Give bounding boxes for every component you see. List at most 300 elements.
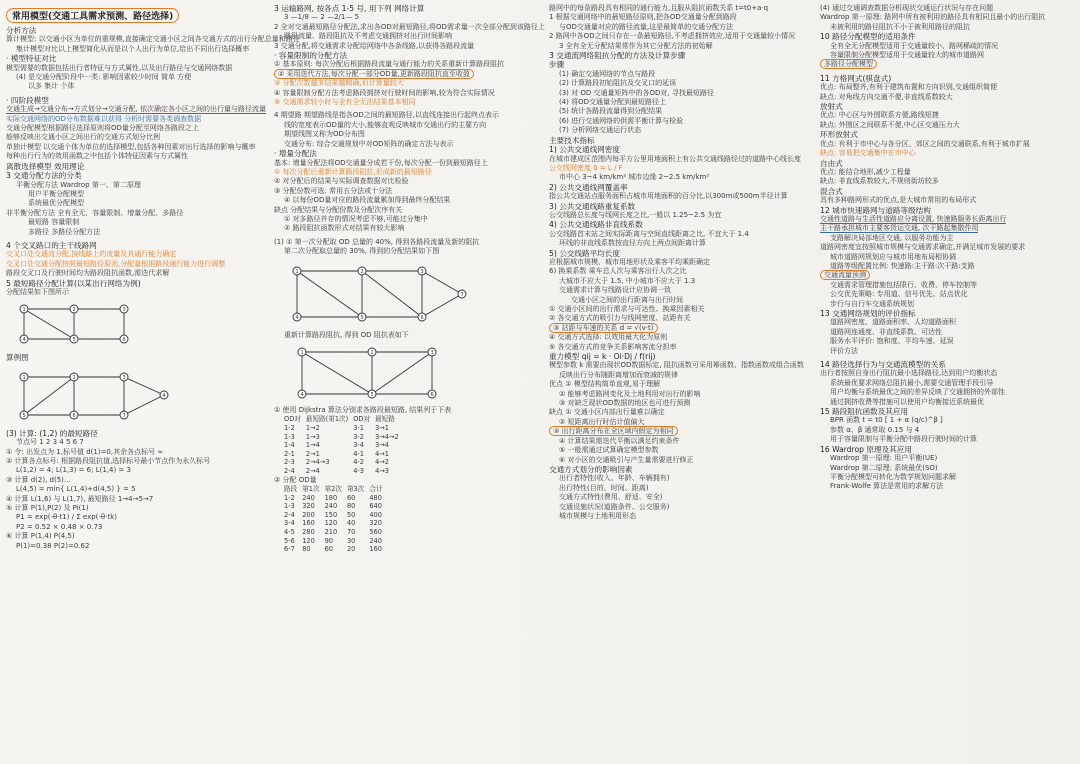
note-line: 步骤 <box>549 60 565 70</box>
note-line: 14 路径选择行为与交通流模型的关系 <box>820 360 946 370</box>
note-line: 实际交通网络的OD分布数据难以获得 分析时需要各类调查数据 <box>6 114 202 123</box>
table-cell: 1→2 <box>305 423 320 432</box>
note-line: ④ 计算结果需迭代平衡以满足约束条件 <box>559 436 680 445</box>
table-cell: 第2次 <box>324 484 342 493</box>
table-cell: 3→4 <box>375 441 389 450</box>
note-line: 模型参数 k 需要由现状OD数据标定, 阻抗函数可采用幂函数、指数函数或组合函数 <box>549 361 804 370</box>
note-line: 2 路网中各OD之间只存在一条最短路径,不考虑拥挤效应,适用于交通量较小情况 <box>549 32 796 41</box>
table-cell: 20 <box>346 545 356 554</box>
note-line: ① 交通小区间的出行需求与可达性、换乘因素相关 <box>549 305 705 313</box>
table-row <box>284 545 388 554</box>
note-line: ③ 分配份数可选: 常用五分法或十分法 <box>274 186 393 195</box>
node-label: 1 <box>22 374 26 381</box>
note-line: (4) 通过交通调查数据分析现状交通运行状况与存在问题 <box>820 4 994 12</box>
note-line: ④ 容量限制分配方法考虑路段拥挤对行驶时间的影响,较为符合实际情况 <box>274 88 495 97</box>
note-line: 用户平衡分配模型 <box>28 189 84 198</box>
note-line: 放射式 <box>820 102 843 112</box>
note-line: ② 采用迭代方法,每次分配一部分OD量,更新路段阻抗直至收敛 <box>274 70 534 79</box>
data-table-t1 <box>284 415 404 475</box>
table-cell: 200 <box>302 510 315 519</box>
note-line: 城市道路网规划应与城市用地布局相协调 <box>830 252 956 261</box>
table-cell: 1-2 <box>284 493 295 502</box>
note-line: 算例图 <box>6 353 29 363</box>
note-line: 节点号 1 2 3 4 5 6 7 <box>16 438 84 447</box>
node-label: 2 <box>72 374 76 381</box>
table-row <box>284 502 388 511</box>
note-line: (1) 确定交通网络的节点与路段 <box>559 69 656 78</box>
node-label: 1 <box>22 307 26 314</box>
node-label: 2 <box>370 349 374 356</box>
table-row <box>284 519 388 528</box>
table-cell: 40 <box>346 519 356 528</box>
table-cell: 路段 <box>284 484 298 493</box>
table-cell: 3-1 <box>353 423 364 432</box>
table-cell: 400 <box>369 510 382 519</box>
table-row <box>284 494 388 503</box>
note-line: (4) 是交通分配阶段中一类: 影响因素较少时间 简单 方便 <box>16 73 192 82</box>
note-line: 4 个交叉路口的主干线路网 <box>6 240 97 250</box>
note-line: 出行者按照自身出行阻抗最小选择路径,达到用户均衡状态 <box>820 369 998 378</box>
node-label: 1 <box>295 268 299 275</box>
note-line: 路网中的每条路段具有相同的通行能力,且服从阻抗函数关系 t=t0+a·q <box>549 4 769 12</box>
note-line: 在城市建成区范围内每平方公里用地面积上有公共交通线路经过的道路中心线长度 <box>549 154 801 163</box>
note-line: (7) 分析网络交通运行状态 <box>559 126 642 135</box>
note-line: 优点: 有利于市中心与各分区、郊区之间的交通联系,有利于城市扩展 <box>820 139 1030 148</box>
table-cell: 150 <box>324 510 338 519</box>
note-line: (2) 计算路段初始阻抗及交叉口的延误 <box>559 79 677 88</box>
table-cell: 3-4 <box>284 519 295 528</box>
note-line: ⑥ 对小区的交通吸引与产生量需要进行修正 <box>559 455 694 464</box>
note-line: ⑤ 计算 P(1),P(2) 及 Pi(1) <box>6 504 89 513</box>
node-label: 6 <box>430 391 434 398</box>
note-line: 交通设施状况(道路条件、公交服务) <box>559 502 670 511</box>
table-cell: 合计 <box>369 484 383 493</box>
note-line: 线的宽度表示OD量的大小,能够直观反映城市交通出行的主要方向 <box>284 120 487 129</box>
note-line: 环线的非直线系数按直径方向上两点间距离计算 <box>559 239 706 248</box>
note-line: 缺点 分配结果与分配份数及分配次序有关 <box>274 205 403 214</box>
note-line: 平衡分配模型可转化为数学规划问题求解 <box>830 472 956 481</box>
table-cell: 2→4 <box>305 466 320 475</box>
note-line: 期望线图又称为OD分布图 <box>284 130 365 139</box>
table-cell: 240 <box>369 536 382 545</box>
note-line: P1 = exp(-θ·t1) / Σ exp(-θ·tk) <box>16 513 117 522</box>
note-line: ② 路段阻抗函数形式对结果有较大影响 <box>284 224 405 233</box>
note-line: 交通性道路与生活性道路应分离设置, 快速路服务长距离出行 <box>820 214 1007 223</box>
note-line: ③ 出行距离分布在全区域内假定为相同 <box>549 427 805 436</box>
note-line: ① 令: 出发点为 1,标号值 d(1)=0,其余各点标号 ∞ <box>6 447 164 456</box>
note-line: 交通方式划分的影响因素 <box>549 464 633 474</box>
node-label: 2 <box>360 268 364 275</box>
table-cell: 480 <box>369 493 382 502</box>
table-cell: 6-7 <box>284 545 295 554</box>
network-link <box>362 271 422 317</box>
note-line: ③ 分配次数越多结果越精确,但计算量较大 <box>274 79 404 88</box>
node-label: 4 <box>295 314 299 321</box>
note-line: 4 期望路 期望路线是指各OD之间的最短路径,以直线连接出行起终点表示 <box>274 111 500 120</box>
note-line: 道路网密度、道路面积率、人均道路面积 <box>830 318 956 327</box>
column-3 <box>543 0 811 764</box>
node-label: 3 <box>420 268 424 275</box>
note-line: 6) 换乘系数 乘车总人次与乘客出行人次之比 <box>549 267 687 276</box>
note-line: ② 分配 OD量 <box>274 475 317 484</box>
table-cell: 320 <box>302 502 315 511</box>
note-line: 缺点 ① 交通小区内部出行量难以确定 <box>549 408 665 417</box>
note-line: 优点: 布局整齐,有利于建筑布置和方向识别,交通组织简便 <box>820 83 998 92</box>
table-cell: 180 <box>324 493 338 502</box>
note-line: 分配结果如下图所示 <box>6 287 69 296</box>
note-line: Wardrop 第一原理: 用户平衡(UE) <box>830 454 938 463</box>
note-line: (4) 将OD交通量分配到最短路径上 <box>559 98 667 107</box>
note-line: · 四阶段模型 <box>6 95 49 105</box>
table-cell: 240 <box>324 502 338 511</box>
note-line: 交通分布: 综合交通规划中对OD矩阵的确定方法与表示 <box>284 139 454 148</box>
note-line: 步行与自行车交通系统规划 <box>830 299 914 308</box>
node-label: 5 <box>360 314 364 321</box>
note-line: 混合式 <box>820 186 843 196</box>
note-line: · 容量限制的分配方法 <box>274 51 348 61</box>
note-line: ⑤ 各交通方式的竞争关系影响客流分担率 <box>549 342 677 351</box>
note-line: 大城市不应大于 1.5, 中小城市不应大于 1.3 <box>559 276 696 285</box>
note-line: ③ 对缺乏现状OD数据的地区也可进行预测 <box>559 399 691 408</box>
note-line: 缺点: 外围区之间联系不便,中心区交通压力大 <box>820 120 960 129</box>
network-diagram-g3 <box>282 259 472 329</box>
note-line: 评价方法 <box>830 346 858 355</box>
network-link <box>122 374 164 395</box>
table-cell: 1→3 <box>305 432 320 441</box>
table-cell: 60 <box>324 545 333 554</box>
note-line: (1) ① 第一次分配取 OD 总量的 40%, 得到各路段流量及新的阻抗 <box>274 237 480 246</box>
note-line: ① 对多路径并存的情况考虑不够,可能过分集中 <box>284 214 428 223</box>
note-line: 服务水平评价: 饱和度、平均车速、延误 <box>830 337 954 346</box>
network-link <box>24 309 74 339</box>
note-line: 3 运输路网, 按各点 1-5 号, 用下列 网络计算 <box>274 4 425 13</box>
table-row <box>284 441 404 450</box>
table-cell: 5-6 <box>284 536 295 545</box>
table-cell: 80 <box>346 502 356 511</box>
note-line: 5) 公交线路平均长度 <box>549 248 620 258</box>
note-line: 路段流量、路段阻抗及不考虑交通拥挤对出行时间影响 <box>284 32 452 41</box>
note-line: 交通生成→交通分布→方式划分→交通分配, 依次确定各小区之间的出行量与路径流量 <box>6 105 267 114</box>
table-row <box>284 537 388 546</box>
note-line: ① 基本原则: 每次分配后根据路段流量与通行能力的关系重新计算路段阻抗 <box>274 60 505 69</box>
note-line: (5) 统计各路段流量得到分配结果 <box>559 107 663 116</box>
note-line: 12 城市快速路网与道路等级结构 <box>820 205 931 215</box>
note-line: P(1)=0.38 P(2)=0.62 <box>16 541 90 550</box>
note-line: 缺点: 对角线方向交通不便,非直线系数较大 <box>820 92 953 101</box>
note-line: 反映出行分布随距离增加而衰减的规律 <box>559 370 678 379</box>
note-line: ② 对分配后的结果与实际调查数据对比检验 <box>274 177 409 186</box>
note-line: 交叉口处交通流分配,按线路上的流量及其通行能力确定 <box>6 250 177 259</box>
note-line: 主干路承担城市主要客货运交通, 次干路起集散作用 <box>820 224 979 233</box>
note-line: · 模型特征对比 <box>6 54 57 64</box>
note-line: Frank-Wolfe 算法是常用的求解方法 <box>830 482 944 491</box>
table-row <box>284 467 404 476</box>
table-cell: 第3次 <box>346 484 365 493</box>
note-line: ⑤ 一般需通过试算确定模型参数 <box>559 446 659 455</box>
note-line: 道路网连通度、非直线系数、可达性 <box>830 327 942 336</box>
note-line: 全有全无分配模型适用于交通量较小、路网稀疏的情况 <box>830 41 998 50</box>
note-line: 2 全对交通最短路径分配法,求出各OD对最短路径,将OD需求量一次全部分配到该路径上 <box>274 22 545 31</box>
node-label: 7 <box>122 412 126 419</box>
table-cell: 2→1 <box>305 449 320 458</box>
note-line: · 增量分配法 <box>274 149 317 159</box>
table-cell: 1-4 <box>284 441 295 450</box>
note-line: 道路等级配置比例: 快速路:主干路:次干路:支路 <box>830 261 975 270</box>
note-line: ⑤ 交通需求较小时与全有全无法结果基本相同 <box>274 98 416 107</box>
note-line: L(4,5) = min{ L(1,4)+d(4,5) } = 5 <box>16 485 136 494</box>
node-label: 3 <box>430 349 434 356</box>
note-line: Wardrop 第一原理: 路网中所有被利用的路径具有相同且最小的出行阻抗 <box>820 13 1046 22</box>
note-line: (3) 对 OD 交通量矩阵中的各OD对, 寻找最短路径 <box>559 88 714 97</box>
column-4 <box>814 0 1080 764</box>
note-line: 交通方式特性(费用、舒适、安全) <box>559 493 663 502</box>
note-line: ③ 站距与车速的关系 d = √(v·t) <box>549 324 805 333</box>
note-line: 第二次分配取总量的 30%, 得到的分配结果如下图 <box>284 247 440 256</box>
note-line: 3 交通分配,将交通需求分配给网络中各条线路,以获得各路段流量 <box>274 41 475 50</box>
note-line: ② 短距离出行时估计值偏大 <box>559 417 645 426</box>
table-cell: 90 <box>324 536 333 545</box>
table-cell: 160 <box>302 519 315 528</box>
note-line: ① 使用 Dijkstra 算法分别求各路段最短路, 结果列于下表 <box>274 405 452 414</box>
note-line: ② 计算各点标号: 根据路段阻抗值,选择标号最小节点作为永久标号 <box>6 457 211 465</box>
table-cell: 4-5 <box>284 527 295 536</box>
node-label: 1 <box>300 349 304 356</box>
table-cell: 4-3 <box>353 466 364 475</box>
table-cell: 1→4 <box>305 441 320 450</box>
note-line: 离散选择模型 效用理论 <box>6 161 85 171</box>
table-row <box>284 511 388 520</box>
table-cell: 4→1 <box>375 449 389 458</box>
page-title: 常用模型(交通工具需求预测、路径选择) <box>6 8 179 23</box>
note-line: 13 交通网络规划的评价指标 <box>820 309 916 318</box>
note-line: ② 能够考虑路网变化及土地利用对出行的影响 <box>559 389 701 398</box>
note-line: 指公共交通站点服务面积占城市用地面积的百分比,以300m或500m半径计算 <box>549 192 788 201</box>
network-link <box>422 271 462 294</box>
table-cell: 2-3 <box>284 458 295 467</box>
table-cell: 1-3 <box>284 502 295 511</box>
note-line: 通过拥挤收费等措施可以使用户均衡接近系统最优 <box>830 397 984 406</box>
note-line: 5 最短路径分配计算(以某出行网络为例) <box>6 278 141 288</box>
data-table-t2 <box>284 485 388 554</box>
note-line: ① 每次分配后重新计算路段阻抗,形成新的最短路径 <box>274 167 432 176</box>
table-cell: 2-4 <box>284 510 295 519</box>
note-line: 交叉口处交通分配按照最短路径原则,分配量根据路段通行能力进行调整 <box>6 259 226 268</box>
note-line: ⑥ 计算 P(1,4) P(4,5) <box>6 532 75 541</box>
network-link <box>22 374 76 415</box>
table-row <box>284 415 404 424</box>
table-cell: 3-4 <box>353 441 364 450</box>
note-line: 2) 公共交通线网覆盖率 <box>549 182 628 192</box>
note-line: 公交线路总长度与线网长度之比,一般以 1.25~2.5 为宜 <box>549 210 722 219</box>
table-row <box>284 528 388 537</box>
note-line: 多路径分配模型 <box>820 60 1074 69</box>
note-line: 路段交叉口及行驶时间均为路段阻抗函数,需迭代求解 <box>6 269 170 278</box>
note-line: 3 交通分配方法的分类 <box>6 171 82 181</box>
note-line: 交通需求管理措施包括限行、收费、停车控制等 <box>830 280 977 289</box>
note-line: 未被利用的路径阻抗不小于被利用路径的阻抗 <box>830 22 970 31</box>
note-line: 10 路径分配模型的适用条件 <box>820 32 916 42</box>
note-line: 多路径 多路径分配方法 <box>28 227 101 236</box>
note-line: 系统最优要求网络总阻抗最小,需要交通管理手段引导 <box>830 378 994 387</box>
table-cell: 4-2 <box>353 458 364 467</box>
note-line: 优点: 能结合地形,减少工程量 <box>820 167 911 176</box>
table-cell: 最短路 <box>375 415 395 424</box>
node-label: 5 <box>370 391 374 398</box>
note-line: 1 根据交通网络中的最短路径原则,把各OD交通量分配到路段 <box>549 13 737 22</box>
note-line: BPR 函数 t = t0 [ 1 + α (q/c)^β ] <box>830 416 943 425</box>
network-link <box>300 349 374 394</box>
table-cell: OD对 <box>353 415 371 424</box>
note-line: 1) 公共交通线网密度 <box>549 145 620 155</box>
note-line: 集计模型对比以上模型简化从而是以个人出行为单位,给出不同出行选择概率 <box>16 44 250 53</box>
note-line: 11 方格网式(棋盘式) <box>820 73 892 83</box>
note-line: 支路解决局部地区交通, 以服务功能为主 <box>830 233 954 242</box>
table-cell: 2-1 <box>284 449 295 458</box>
note-line: 3 —1/8 — 2 —2/1— 5 <box>284 13 360 22</box>
table-cell: 60 <box>346 493 356 502</box>
note-line: 平衡分配方法 Wardrop 第一、第二原理 <box>16 180 141 189</box>
note-line: 3 全有全无分配结果常作为其它分配方法的初始解 <box>559 41 713 50</box>
note-line: ④ 交通方式选择: 以效用最大化为原则 <box>549 333 668 342</box>
note-line: 主要技术指标 <box>549 135 595 145</box>
note-line: Wardrop 第二原理: 系统最优(SO) <box>830 463 938 472</box>
node-label: 3 <box>122 374 126 381</box>
note-line: 3) 公共交通线路重复系数 <box>549 201 636 211</box>
table-cell: 560 <box>369 527 382 536</box>
note-line: 分析方法 <box>6 26 37 35</box>
network-diagram-g4 <box>282 342 472 404</box>
table-row <box>284 458 404 467</box>
note-line: 以多 集计 个体 <box>28 82 75 91</box>
note-line: 出行者特性(收入、年龄、车辆拥有) <box>559 474 670 483</box>
table-cell: 240 <box>302 493 315 502</box>
note-line: 具有多种路网形式的优点,是大城市常用的布局形式 <box>820 196 977 205</box>
note-line: 用户均衡与系统最优之间的差异反映了交通拥挤的外部性 <box>830 388 1005 397</box>
note-line: 16 Wardrop 原理及其应用 <box>820 444 912 454</box>
node-label: 4 <box>162 392 166 399</box>
node-label: 3 <box>122 307 126 314</box>
table-cell: 4→2 <box>375 458 389 467</box>
node-label: 6 <box>122 337 126 344</box>
note-line: 市中心 3~4 km/km² 城市边缘 2~2.5 km/km² <box>559 173 710 182</box>
note-line: 与OD交通量对应的路径流量,这是最简单的交通分配方法 <box>559 22 734 31</box>
table-cell: 第1次 <box>302 484 320 493</box>
note-line: L(1,2) = 4; L(1,3) = 6; L(1,4) = 3 <box>16 466 131 475</box>
note-line: (6) 进行交通网络的供需平衡计算与检验 <box>559 116 684 125</box>
network-link <box>422 294 462 317</box>
table-cell: 210 <box>324 527 338 536</box>
table-row <box>284 485 388 494</box>
node-label: 5 <box>22 412 26 419</box>
note-line: 容量限制分配模型适用于交通量较大的城市道路网 <box>830 51 984 60</box>
note-line: 交通小区之间的出行距离与出行时间 <box>571 295 683 304</box>
note-line: ④ 计算 L(1,6) 与 L(1,7), 最短路径 1→4→5→7 <box>6 494 154 503</box>
node-label: 7 <box>460 291 464 298</box>
note-line: 优点: 中心区与外围联系方便,路线短捷 <box>820 111 939 120</box>
note-line: 出行特性(目的、时间、距离) <box>559 483 649 492</box>
table-row <box>284 424 404 433</box>
node-label: 4 <box>22 337 26 344</box>
note-line: 公交线路首末站之间实际距离与空间直线距离之比, 不宜大于 1.4 <box>549 229 749 238</box>
note-line: 基本: 增量分配法将OD交通量分成若干份,每次分配一份到最短路径上 <box>274 158 488 167</box>
note-line: 公交优先策略: 专用道、信号优先、站点优化 <box>830 290 968 299</box>
table-row <box>284 450 404 459</box>
table-cell: 最短路(第1次) <box>305 415 349 424</box>
node-label: 6 <box>420 314 424 321</box>
table-cell: 120 <box>302 536 315 545</box>
node-label: 4 <box>300 391 304 398</box>
note-line: 交通分配模型根据路径选择原则将OD量分配至网络各路段之上 <box>6 124 199 133</box>
node-label: 2 <box>72 307 76 314</box>
note-line: 自由式 <box>820 158 843 168</box>
network-diagram-g1 <box>14 299 164 351</box>
table-cell: 120 <box>324 519 338 528</box>
note-line: (3) 计算: (1,2) 的最短路径 <box>6 428 98 438</box>
note-line: 3 交通流网络阻抗分配的方法及计算步骤 <box>549 51 686 61</box>
table-cell: 80 <box>302 545 311 554</box>
table-cell: 640 <box>369 502 382 511</box>
table-cell: 3→1 <box>375 423 389 432</box>
table-cell: 160 <box>369 545 382 554</box>
table-row <box>284 433 404 442</box>
table-cell: 1-3 <box>284 432 295 441</box>
node-label: 6 <box>72 412 76 419</box>
note-line: 算计模型: 以交通小区为单位的重规模,直接确定交通小区之间各交通方式的出行分配总量和路径 <box>6 35 300 44</box>
table-cell: 4-1 <box>353 449 364 458</box>
note-line: 用于容量限制与平衡分配中路段行驶时间的计算 <box>830 435 977 444</box>
network-link <box>124 392 166 415</box>
note-line: 单独计模型 以交通个体为单位的选择模型,包括各种因素对出行选择的影响与概率 <box>6 142 256 151</box>
note-line: 能够反映出交通小区之间出行的交通方式划分比例 <box>6 133 160 142</box>
note-line: 优点 ① 模型结构简单直观,易于理解 <box>549 380 660 389</box>
note-line: 缺点: 容易把交通集中在市中心 <box>820 149 916 158</box>
note-line: 系统最优分配模型 <box>28 199 84 208</box>
note-line: 城市规模与土地利用形态 <box>559 511 636 520</box>
note-line: 应根据城市规模、城市用地形状及乘客平均乘距确定 <box>549 257 710 266</box>
note-line: 环形放射式 <box>820 130 858 140</box>
table-cell: 4→3 <box>375 466 389 475</box>
note-line: 公交线网密度 δ = L / F <box>549 163 623 172</box>
table-cell: 3-2 <box>353 432 364 441</box>
note-line: 最短路 容量限制 <box>28 218 80 227</box>
table-cell: 30 <box>346 536 356 545</box>
note-line: 缺点: 非直线系数较大,不规则街坊较多 <box>820 177 939 186</box>
note-line: ③ 计算 d(2), d(5)... <box>6 475 71 484</box>
table-cell: 2→4→3 <box>305 458 330 467</box>
note-line: ② 各交通方式的吸引力与线网密度、站距有关 <box>549 314 691 323</box>
network-link <box>297 271 362 317</box>
node-label: 5 <box>72 337 76 344</box>
note-line: 每种出行行为的效用函数之中包括个体特征因素与方式属性 <box>6 152 188 161</box>
note-line: 15 路段阻抗函数及其应用 <box>820 407 909 417</box>
note-line: ④ 以每份OD量对应的路段流量累加得到最终分配结果 <box>284 196 451 205</box>
network-diagram-g2 <box>14 365 184 427</box>
note-line: 非平衡分配方法 全有全无、容量限制、增量分配、多路径 <box>6 208 184 217</box>
table-cell: 3→4→2 <box>375 432 399 441</box>
network-link <box>370 349 434 394</box>
note-line: 模型需要的数据包括出行者特征与方式属性,以及出行路径与交通网络数据 <box>6 63 233 72</box>
table-cell: 1-2 <box>284 423 295 432</box>
note-line: 交通需求计算与线路设计应协调一致 <box>559 286 671 295</box>
table-cell: 320 <box>369 519 382 528</box>
note-line: 重新计算路段阻抗, 得到 OD 阻抗表如下 <box>284 330 409 339</box>
note-line: 交通流量预测 <box>820 271 1074 280</box>
note-line: 参数 α、β 通常取 0.15 与 4 <box>830 425 920 434</box>
note-line: P2 = 0.52 × 0.48 × 0.73 <box>16 522 103 531</box>
note-line: 4) 公共交通线路非直线系数 <box>549 220 643 230</box>
table-cell: 70 <box>346 527 356 536</box>
column-2 <box>268 0 545 764</box>
